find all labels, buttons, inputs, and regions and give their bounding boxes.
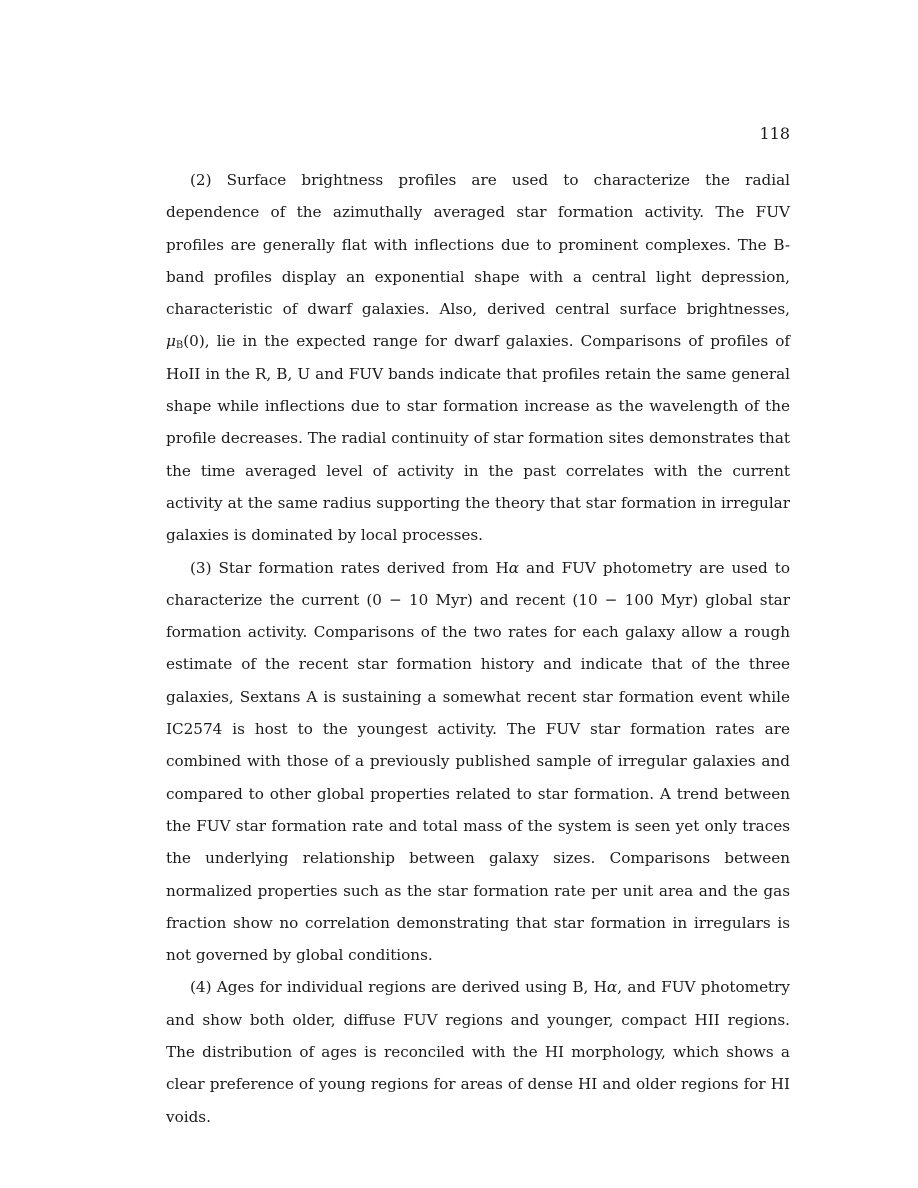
- paragraph-4: [166, 971, 790, 1132]
- alpha-symbol: α: [606, 978, 618, 997]
- page-number: 118: [759, 124, 790, 143]
- paragraph-3-text-a: (3) Star formation rates derived from H: [190, 558, 509, 577]
- body-text: [166, 164, 790, 1133]
- paragraph-4-text-a: (4) Ages for individual regions are derived using B, H: [190, 978, 607, 997]
- paragraph-4-text-b: , and FUV photometry and show both older, diffuse FUV regions and younger, compact HII regions. The distribution of ages is reconciled with the HI morphology, which shows a clear preference of young regions for areas of dense HI and older regions for HI voids.: [166, 978, 791, 1126]
- alpha-symbol: α: [508, 558, 520, 577]
- paragraph-2: [166, 164, 790, 552]
- mu-argument: (0): [183, 332, 205, 351]
- paragraph-2-text-b: , lie in the expected range for dwarf galaxies. Comparisons of profiles of HoII in the R, B, U and FUV bands indicate that profiles retain the same general shape while inflections due to star formation increase as the wavelength of the profile decreases. The radial continuity of star formation sites demonstrates that the time averaged level of activity in the past correlates with the current activity at the same radius supporting the theory that star formation in irregular galaxies is dominated by local processes.: [166, 332, 790, 545]
- mu-symbol: μ: [166, 332, 176, 351]
- paragraph-3-text-b: and FUV photometry are used to characterize the current (0 − 10 Myr) and recent (10 − 100 Myr) global star formation activity. Comparisons of the two rates for each galaxy allow a rough estimate of the recent star formation history and indicate that of the three galaxies, Sextans A is sustaining a somewhat recent star formation event while IC2574 is host to the youngest activity. The FUV star formation rates are combined with those of a previously published sample of irregular galaxies and compared to other global properties related to star formation. A trend between the FUV star formation rate and total mass of the system is seen yet only traces the underlying relationship between galaxy sizes. Comparisons between normalized properties such as the star formation rate per unit area and the gas fraction show no correlation demonstrating that star formation in irregulars is not governed by global conditions.: [166, 558, 790, 965]
- mu-subscript: B: [175, 340, 184, 352]
- paragraph-3: [166, 552, 790, 972]
- paragraph-2-text-a: (2) Surface brightness profiles are used to characterize the radial dependence of the azimuthally averaged star formation activity. The FUV profiles are generally flat with inflections due to prominent complexes. The B-band profiles display an exponential shape with a central light depression, characteristic of dwarf galaxies. Also, derived central surface brightnesses,: [166, 171, 790, 319]
